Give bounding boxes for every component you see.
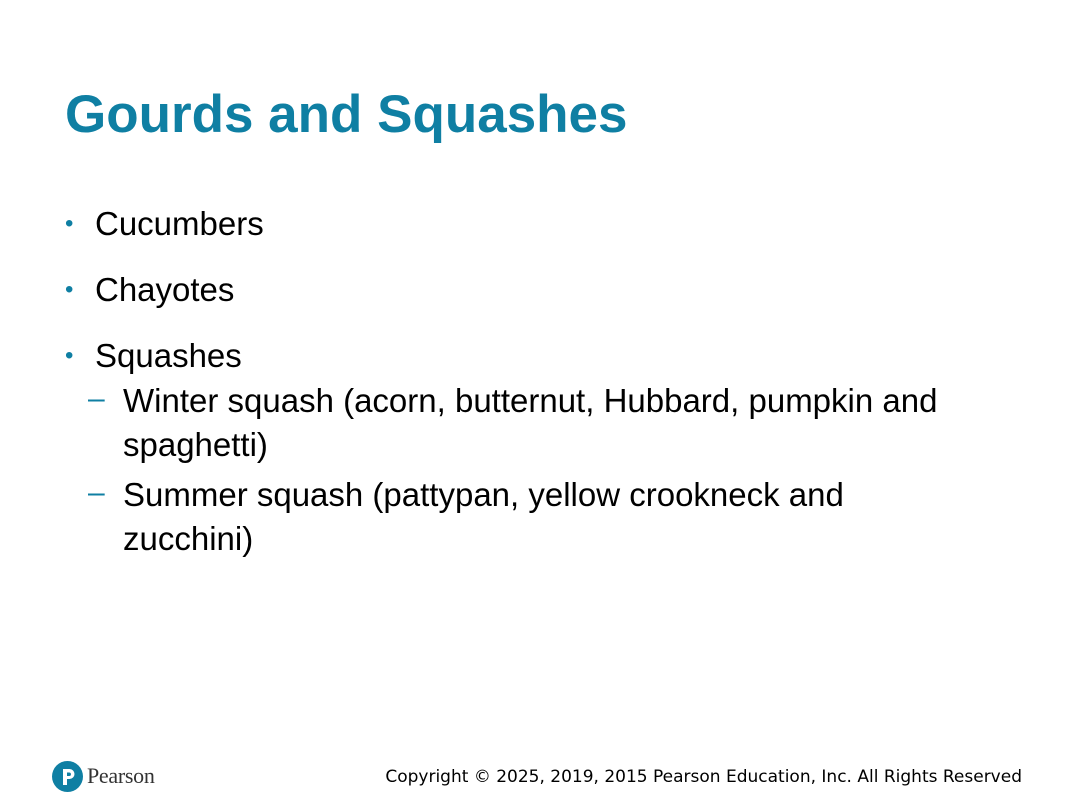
pearson-logo	[52, 759, 155, 793]
bullet-item-cucumbers	[65, 203, 1025, 245]
slide-title: Gourds and Squashes	[65, 85, 628, 144]
sub-bullet-summer-squash	[65, 473, 943, 561]
sub-bullet-list	[65, 379, 1025, 561]
bullet-item-squashes	[65, 335, 1025, 561]
bullet-text: Cucumbers	[95, 205, 264, 242]
dash-icon: –	[88, 382, 105, 415]
sub-bullet-winter-squash	[65, 379, 943, 467]
bullet-icon: •	[65, 342, 74, 369]
sub-bullet-text: Summer squash (pattypan, yellow crookneck and zucchini)	[123, 476, 844, 557]
copyright-notice: Copyright © 2025, 2019, 2015 Pearson Education, Inc. All Rights Reserved	[385, 767, 1022, 787]
sub-bullet-text: Winter squash (acorn, butternut, Hubbard, pumpkin and spaghetti)	[123, 382, 938, 463]
bullet-text: Squashes	[95, 337, 242, 374]
bullet-icon: •	[65, 210, 74, 237]
bullet-text: Chayotes	[95, 271, 235, 308]
bullet-item-chayotes	[65, 269, 1025, 311]
pearson-p-icon	[52, 761, 83, 792]
pearson-wordmark: Pearson	[87, 763, 155, 788]
bullet-list	[65, 203, 1025, 561]
dash-icon: –	[88, 476, 105, 509]
bullet-icon: •	[65, 276, 74, 303]
